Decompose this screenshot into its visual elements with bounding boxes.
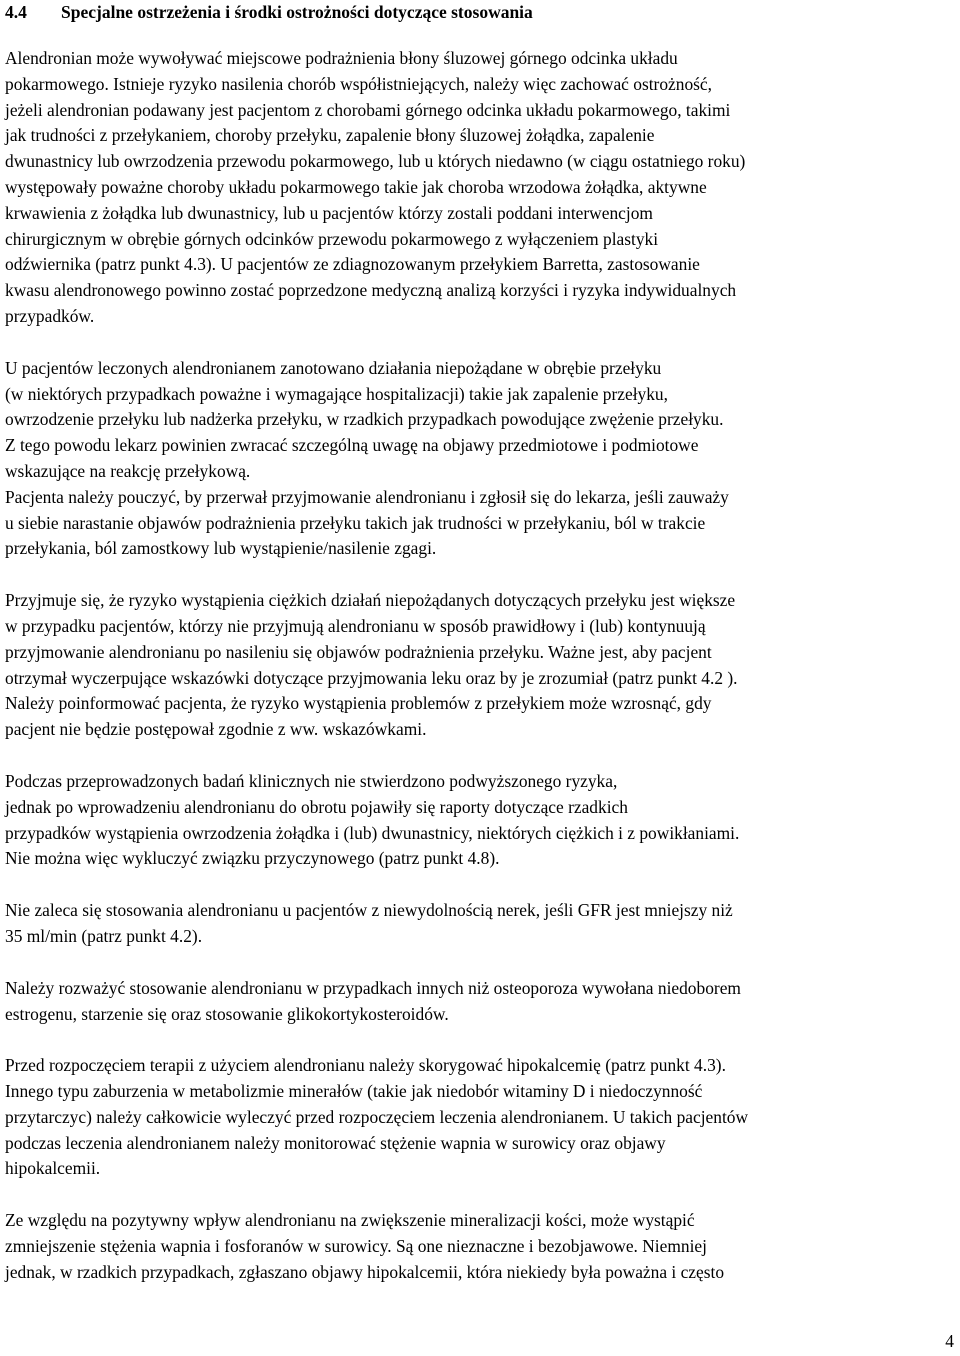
paragraph [5,769,955,872]
text-line: u siebie narastanie objawów podrażnienia przełyku takich jak trudności w przełykaniu, ból w trakcie [5,512,706,533]
text-line: jednak po wprowadzeniu alendronianu do obrotu pojawiły się raporty dotyczące rzadkich [5,796,628,817]
text-line: jak trudności z przełykaniem, choroby przełyku, zapalenie błony śluzowej żołądka, zapalenie [5,125,655,146]
text-line: pokarmowego. Istnieje ryzyko nasilenia chorób współistniejących, należy więc zachować ostrożność, [5,73,712,94]
text-line: krwawienia z żołądka lub dwunastnicy, lub u pacjentów którzy zostali poddani interwencjom [5,202,653,223]
page-number: 4 [945,1331,954,1351]
paragraph [5,588,955,743]
text-line: dwunastnicy lub owrzodzenia przewodu pokarmowego, lub u których niedawno (w ciągu ostatniego roku) [5,151,746,172]
text-line: hipokalcemii. [5,1158,101,1179]
text-line: Z tego powodu lekarz powinien zwracać szczególną uwagę na objawy przedmiotowe i podmiotowe [5,435,699,456]
text-line: 35 ml/min (patrz punkt 4.2). [5,925,203,946]
text-line: Przed rozpoczęciem terapii z użyciem alendronianu należy skorygować hipokalcemię (patrz punkt 4.3). [5,1055,726,1076]
section-title: Specjalne ostrzeżenia i środki ostrożności dotyczące stosowania [61,2,533,22]
text-line: jeżeli alendronian podawany jest pacjentom z chorobami górnego odcinka układu pokarmowego, takimi [5,99,731,120]
text-line: w przypadku pacjentów, którzy nie przyjmują alendronianu w sposób prawidłowy i (lub) kontynuują [5,615,706,636]
paragraph [5,898,955,950]
text-line: (w niektórych przypadkach poważne i wymagające hospitalizacji) takie jak zapalenie przełyku, [5,383,668,404]
text-line: przyjmowanie alendronianu po nasileniu się objawów podrażnienia przełyku. Ważne jest, aby pacjent [5,641,712,662]
paragraph [5,1208,955,1285]
text-line: Podczas przeprowadzonych badań klinicznych nie stwierdzono podwyższonego ryzyka, [5,770,618,791]
text-line: wskazujące na reakcję przełykową. [5,460,251,481]
text-line: Pacjenta należy pouczyć, by przerwał przyjmowanie alendronianu i zgłosił się do lekarza, jeśli zauważy [5,486,729,507]
text-line: pacjent nie będzie postępował zgodnie z ww. wskazówkami. [5,719,427,740]
text-line: kwasu alendronowego powinno zostać poprzedzone medyczną analizą korzyści i ryzyka indywidualnych [5,280,737,301]
text-line: estrogenu, starzenie się oraz stosowanie glikokortykosteroidów. [5,1003,449,1024]
text-line: odźwiernika (patrz punkt 4.3). U pacjentów ze zdiagnozowanym przełykiem Barretta, zastosowanie [5,254,700,275]
text-line: przytarczyc) należy całkowicie wyleczyć przed rozpoczęciem leczenia alendronianem. U takich pacjentów [5,1106,749,1127]
text-line: podczas leczenia alendronianem należy monitorować stężenie wapnia w surowicy oraz objawy [5,1132,666,1153]
text-line: Przyjmuje się, że ryzyko wystąpienia ciężkich działań niepożądanych dotyczących przełyku jest większe [5,590,736,611]
paragraph [5,976,955,1028]
paragraph [5,485,955,562]
text-line: Innego typu zaburzenia w metabolizmie minerałów (takie jak niedobór witaminy D i niedoczynność [5,1081,703,1102]
text-line: jednak, w rzadkich przypadkach, zgłaszano objawy hipokalcemii, która niekiedy była poważna i często [5,1261,725,1282]
text-line: przypadków. [5,305,95,326]
document-page [5,0,955,1286]
paragraph [5,1053,955,1182]
text-line: przypadków wystąpienia owrzodzenia żołądka i (lub) dwunastnicy, niektórych ciężkich i z powikłaniami. [5,822,740,843]
body-text [5,46,955,1286]
text-line: Ze względu na pozytywny wpływ alendronianu na zwiększenie mineralizacji kości, może wystąpić [5,1210,695,1231]
section-heading [5,0,955,24]
text-line: Należy rozważyć stosowanie alendronianu w przypadkach innych niż osteoporoza wywołana niedoborem [5,977,741,998]
text-line: U pacjentów leczonych alendronianem zanotowano działania niepożądane w obrębie przełyku [5,357,662,378]
paragraph [5,356,955,485]
text-line: występowały poważne choroby układu pokarmowego takie jak choroba wrzodowa żołądka, aktywne [5,176,707,197]
text-line: Alendronian może wywoływać miejscowe podrażnienia błony śluzowej górnego odcinka układu [5,48,678,68]
text-line: owrzodzenie przełyku lub nadżerka przełyku, w rzadkich przypadkach powodujące zwężenie przełyku. [5,409,724,430]
paragraph [5,46,955,330]
section-number: 4.4 [5,2,27,22]
text-line: przełykania, ból zamostkowy lub wystąpienie/nasilenie zgagi. [5,538,437,559]
text-line: Nie można więc wykluczyć związku przyczynowego (patrz punkt 4.8). [5,848,500,869]
text-line: Nie zaleca się stosowania alendronianu u pacjentów z niewydolnością nerek, jeśli GFR jest mniejszy niż [5,900,733,921]
text-line: chirurgicznym w obrębie górnych odcinków przewodu pokarmowego z wyłączeniem plastyki [5,228,659,249]
text-line: Należy poinformować pacjenta, że ryzyko wystąpienia problemów z przełykiem może wzrosnąć, gdy [5,693,712,714]
text-line: zmniejszenie stężenia wapnia i fosforanów w surowicy. Są one nieznaczne i bezobjawowe. Niemniej [5,1236,707,1257]
text-line: otrzymał wyczerpujące wskazówki dotyczące przyjmowania leku oraz by je zrozumiał (patrz punkt 4.2 ). [5,667,738,688]
